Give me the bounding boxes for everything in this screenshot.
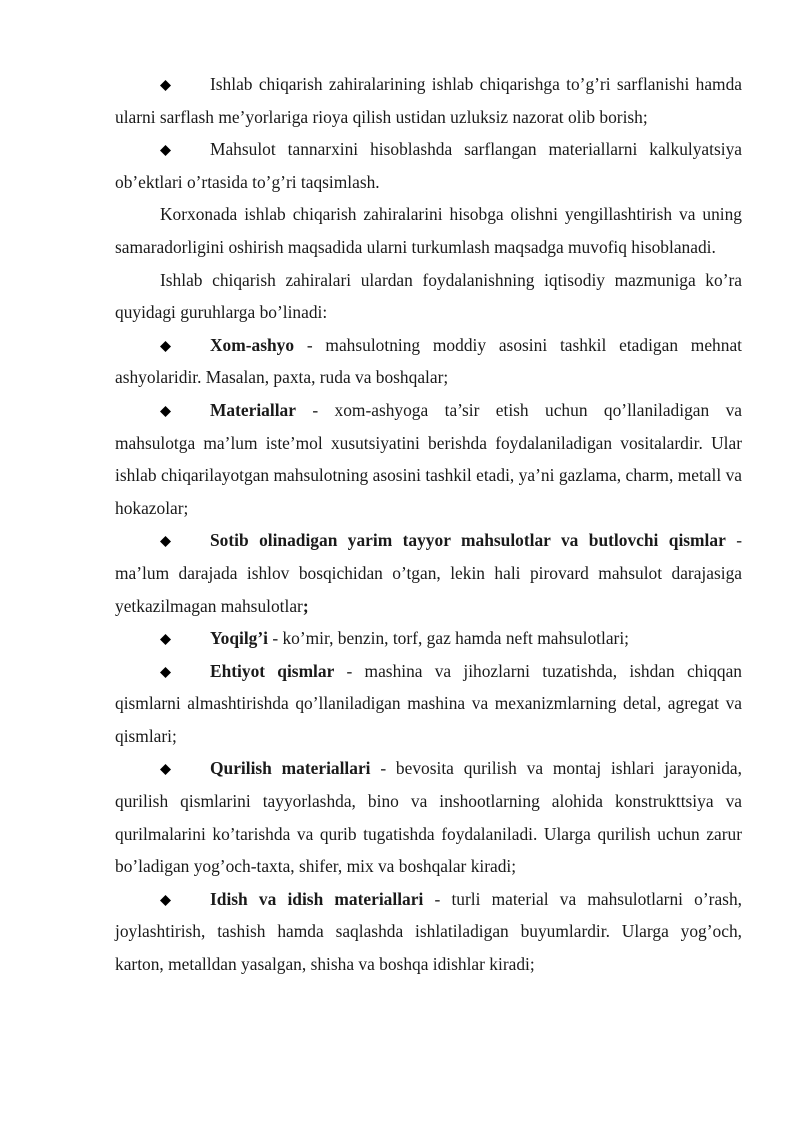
diamond-bullet-icon [160,655,210,688]
list-item: Ehtiyot qismlar - mashina va jihozlarni tuzatishda, ishdan chiqqan qismlarni almashtirishda qo’llaniladigan mashina va mexanizmlarning detal, agregat va qismlari; [115,655,742,753]
term-label: Qurilish materiallari [210,758,371,779]
diamond-bullet-icon [160,394,210,427]
diamond-bullet-icon [160,622,210,655]
list-item: Xom-ashyo - mahsulotning moddiy asosini tashkil etadigan mehnat ashyolaridir. Masalan, paxta, ruda va boshqalar; [115,329,742,394]
list-item: Qurilish materiallari - bevosita qurilish va montaj ishlari jarayonida, qurilish qismlarini tayyorlashda, bino va inshootlarning alohida konstrukttsiya va qurilmalarini ko’tarishda va qurib tugatishda foydalaniladi. Ularga qurilish uchun zarur bo’ladigan yog’och-taxta, shifer, mix va boshqalar kiradi; [115,752,742,882]
list-item: Materiallar - xom-ashyoga ta’sir etish uchun qo’llaniladigan va mahsulotga ma’lum iste’mol xusutsiyatini berishda foydalaniladigan vositalardir. Ular ishlab chiqarilayotgan mahsulotning asosini tashkil etadi, ya’ni gazlama, charm, metall va hokazolar; [115,394,742,524]
diamond-bullet-icon [160,524,210,557]
diamond-bullet-icon [160,133,210,166]
list-item: Ishlab chiqarish zahiralarining ishlab chiqarishga to’g’ri sarflanishi hamda ularni sarflash me’yorlariga rioya qilish ustidan uzluksiz nazorat olib borish; [115,68,742,133]
diamond-bullet-icon [160,883,210,916]
diamond-bullet-icon [160,329,210,362]
diamond-bullet-icon [160,752,210,785]
diamond-bullet-icon [160,68,210,101]
body-paragraph: Ishlab chiqarish zahiralari ulardan foydalanishning iqtisodiy mazmuniga ko’ra quyidagi guruhlarga bo’linadi: [115,269,742,323]
term-label: Ehtiyot qismlar [210,660,335,681]
term-label: Materiallar [210,399,296,420]
list-item: Sotib olinadigan yarim tayyor mahsulotlar va butlovchi qismlar - ma’lum darajada ishlov bosqichidan o’tgan, lekin hali pirovard mahsulot darajasiga yetkazilmagan mahsulotlar; [115,524,742,622]
list-item: Mahsulot tannarxini hisoblashda sarflangan materiallarni kalkulyatsiya ob’ektlari o’rtasida to’g’ri taqsimlash. [115,133,742,198]
body-paragraph: Korxonada ishlab chiqarish zahiralarini hisobga olishni yengillashtirish va uning samaradorligini oshirish maqsadida ularni turkumlash maqsadga muvofiq hisoblanadi. [115,204,742,257]
term-label: Yoqilg’i [210,628,268,649]
term-label: Xom-ashyo [210,334,295,355]
list-item: Yoqilg’i - ko’mir, benzin, torf, gaz hamda neft mahsulotlari; [115,622,742,655]
term-label: Sotib olinadigan yarim tayyor mahsulotlar va butlovchi qismlar [210,530,726,551]
list-item: Idish va idish materiallari - turli material va mahsulotlarni o’rash, joylashtirish, tashish hamda saqlashda ishlatiladigan buyumlardir. Ularga yog’och, karton, metalldan yasalgan, shisha va boshqa idishlar kiradi; [115,883,742,981]
term-label: Idish va idish materiallari [210,888,424,909]
